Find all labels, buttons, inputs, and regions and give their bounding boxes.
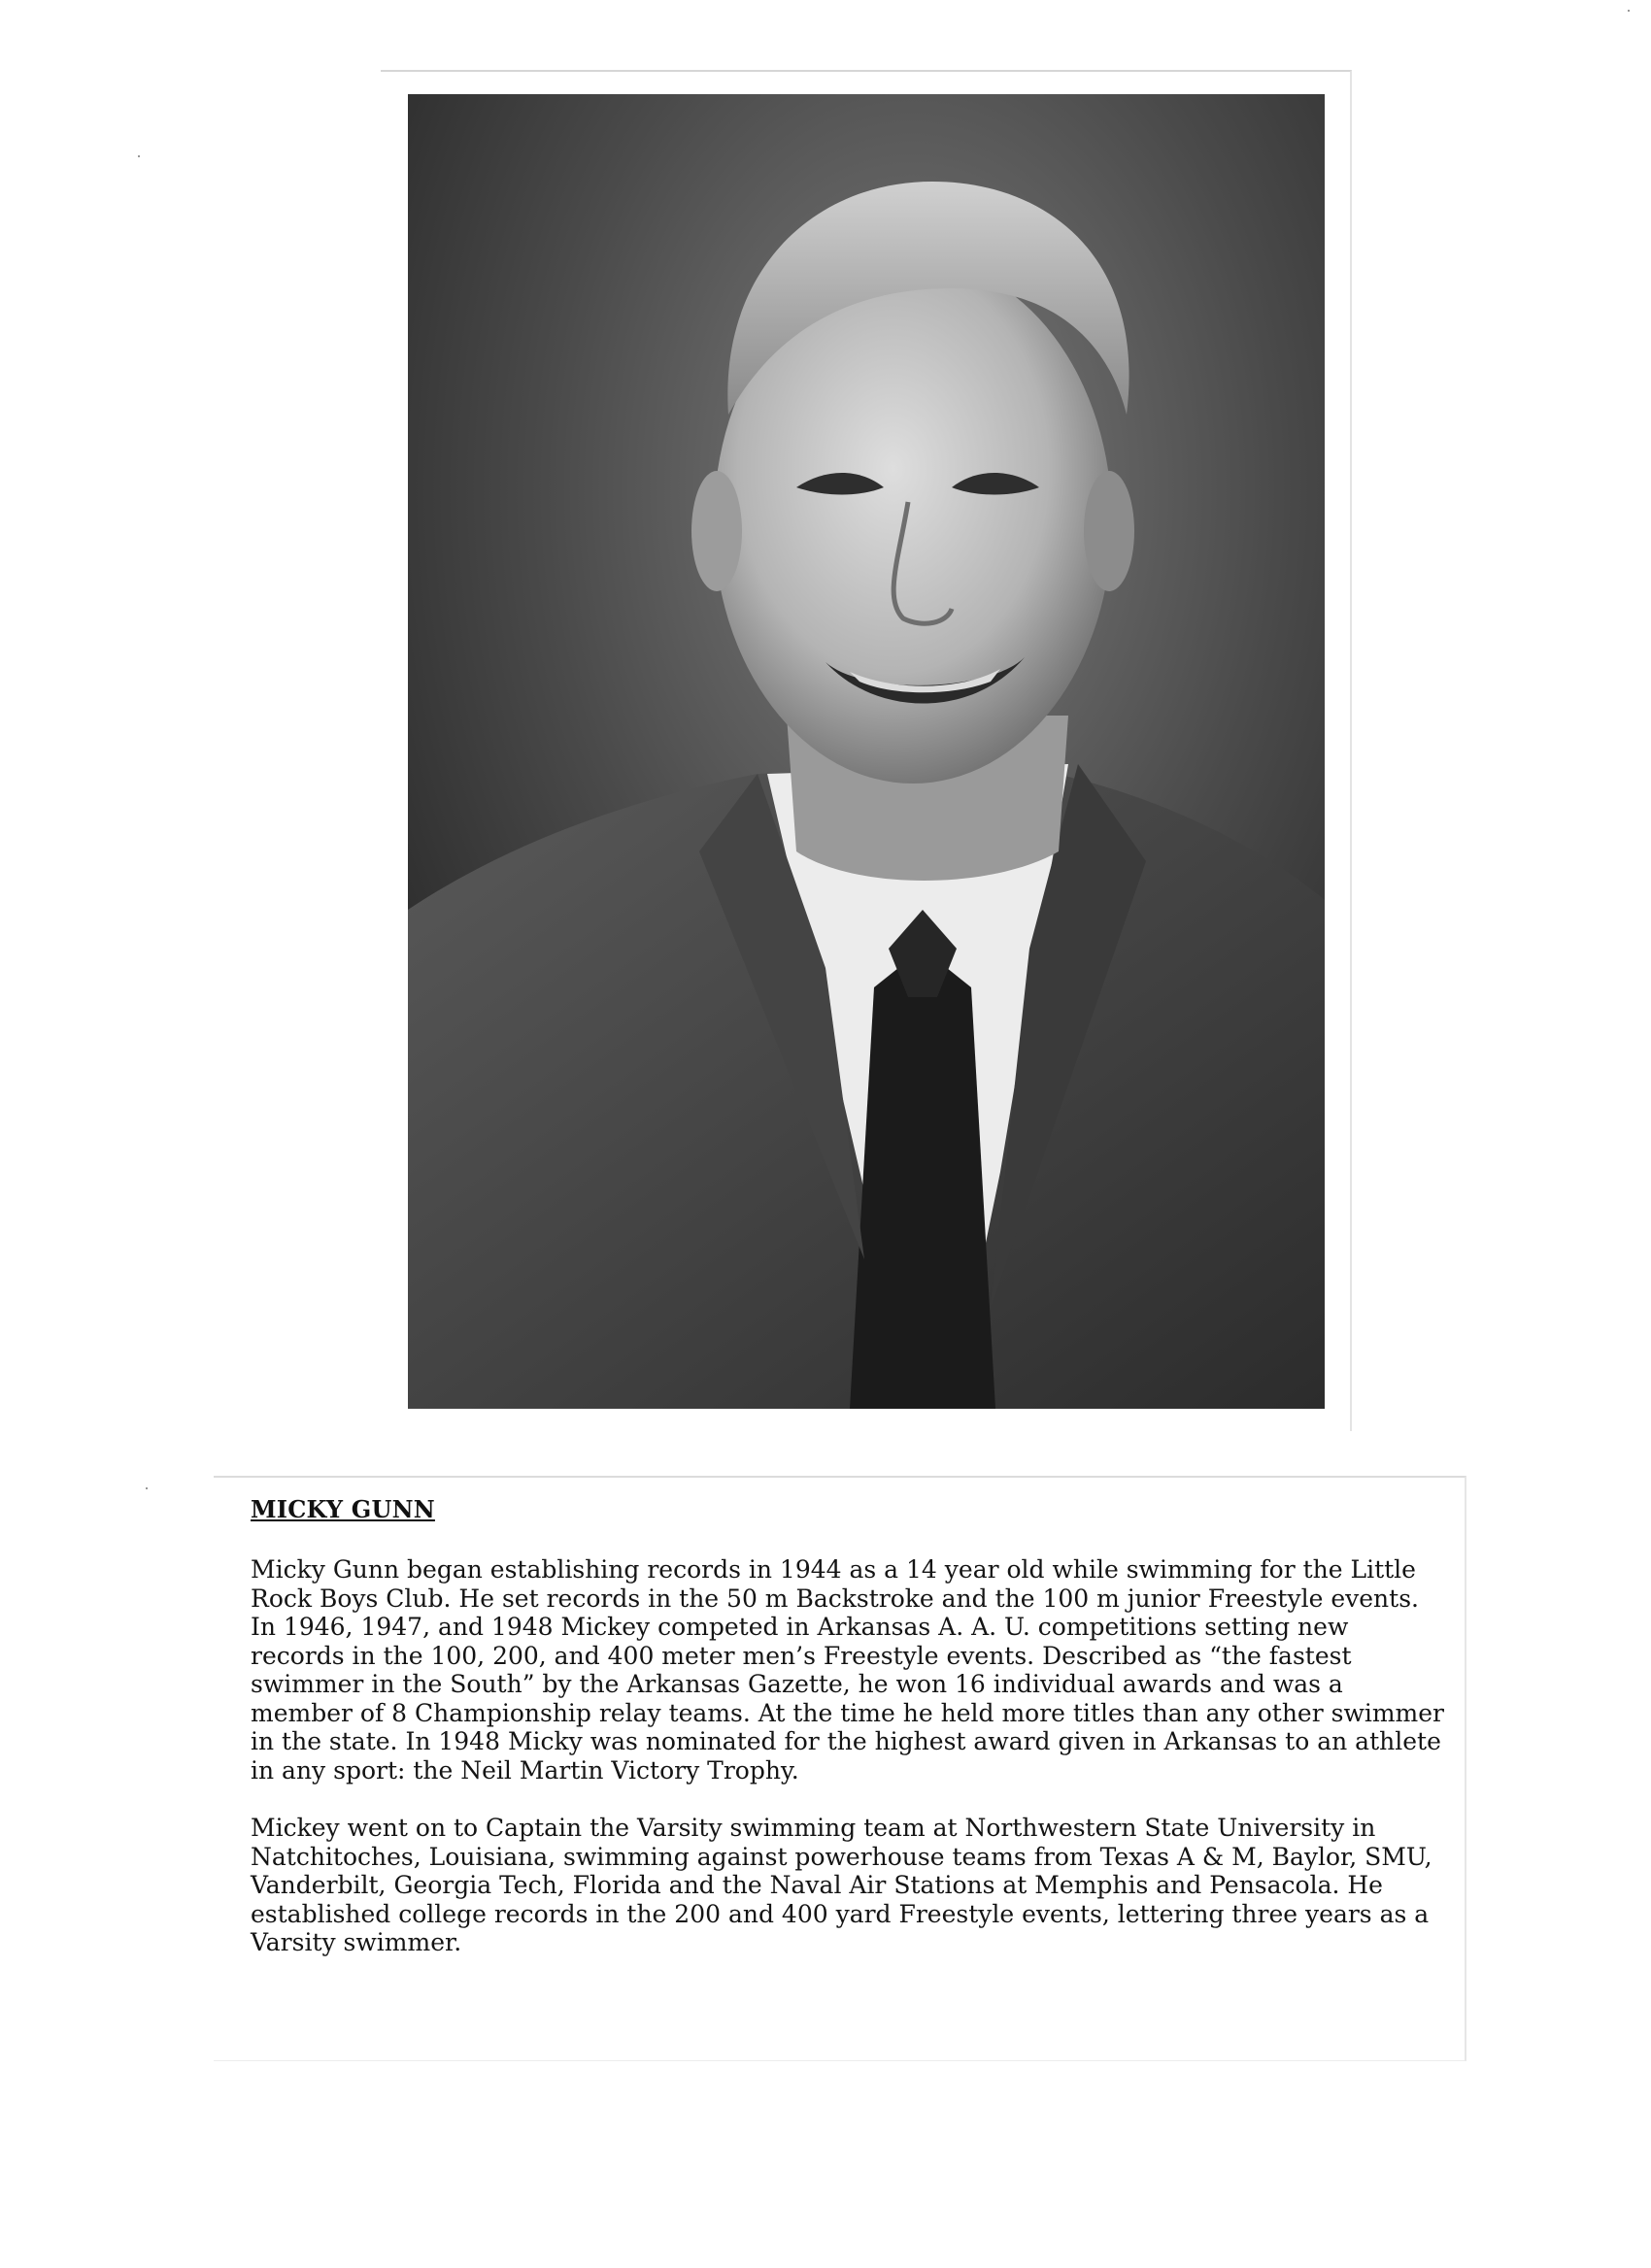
bio-paragraph: Mickey went on to Captain the Varsity swimming team at Northwestern State University in Natchitoches, Louisiana, swimming against powerhouse teams from Texas A & M, Baylor, SMU, Vanderbilt, Georgia Tech, Florida and the Naval Air Stations at Memphis and Pensacola. He established college records in the 200 and 400 yard Freestyle events, lettering three years as a Varsity swimmer. bbox=[251, 1814, 1432, 1956]
bio-title: MICKY GUNN bbox=[251, 1495, 435, 1523]
scan-speck bbox=[1628, 10, 1630, 12]
scan-speck bbox=[138, 155, 140, 157]
bio-body bbox=[251, 1555, 1445, 1986]
photo-print bbox=[381, 70, 1352, 1431]
portrait-photo bbox=[408, 94, 1325, 1409]
left-ear bbox=[691, 471, 742, 591]
scan-speck bbox=[146, 1487, 148, 1489]
portrait-illustration bbox=[408, 94, 1325, 1409]
right-ear bbox=[1084, 471, 1134, 591]
bio-paragraph: Micky Gunn began establishing records in 1944 as a 14 year old while swimming for the Little Rock Boys Club. He set records in the 50 m Backstroke and the 100 m junior Freestyle events. In 1946, 1947, and 1948 Mickey competed in Arkansas A. A. U. competitions setting new records in the 100, 200, and 400 meter men’s Freestyle events. Described as “the fastest swimmer in the South” by the Arkansas Gazette, he won 16 individual awards and was a member of 8 Championship relay teams. At the time he held more titles than any other swimmer in the state. In 1948 Micky was nominated for the highest award given in Arkansas to an athlete in any sport: the Neil Martin Victory Trophy. bbox=[251, 1555, 1444, 1784]
biography-card bbox=[214, 1476, 1466, 2061]
